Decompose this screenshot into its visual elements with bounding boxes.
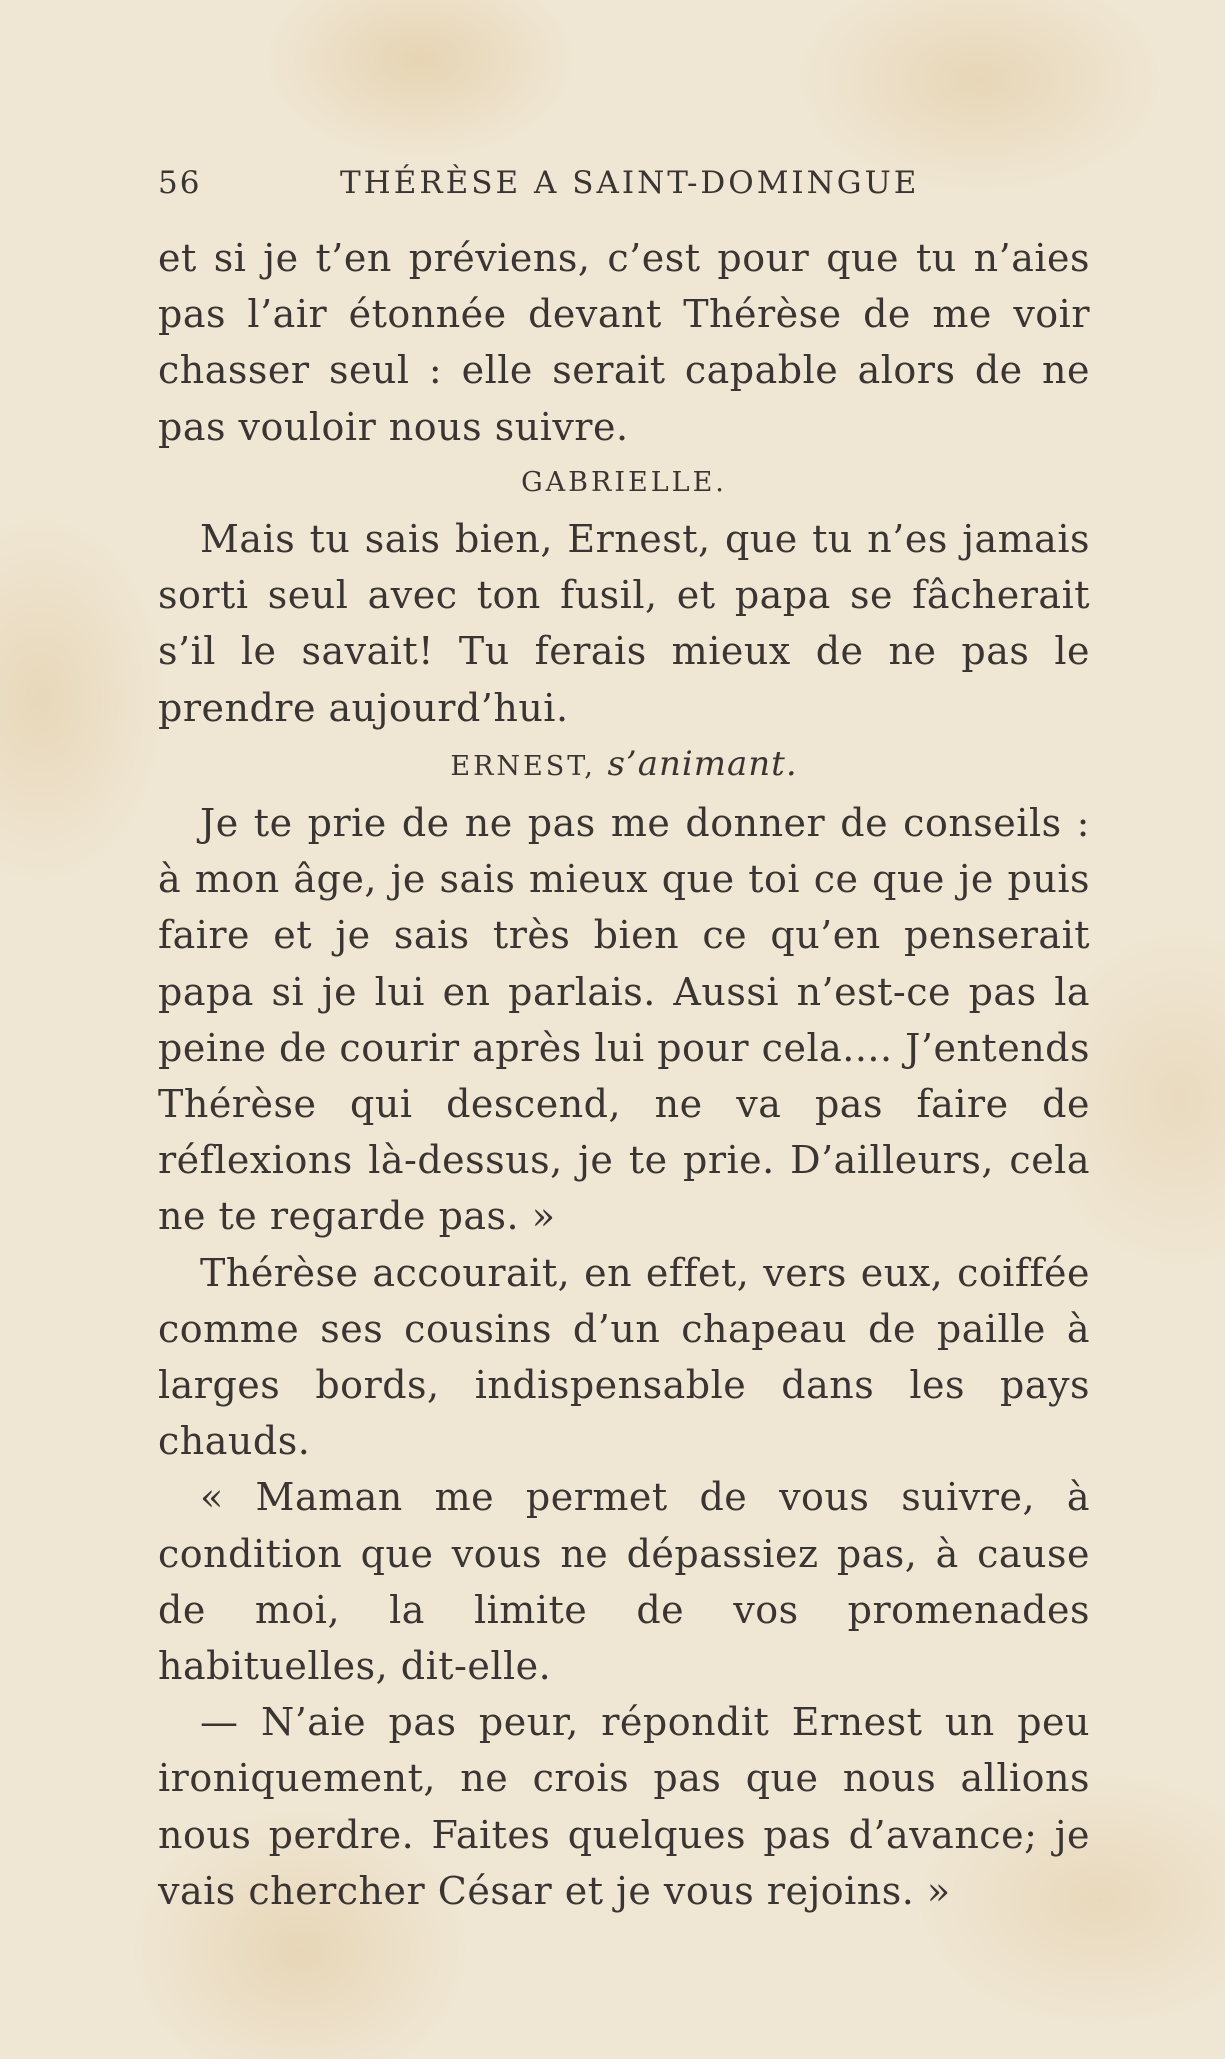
paragraph: Je te prie de ne pas me donner de conseils : à mon âge, je sais mieux que toi ce que je puis faire et je sais très bien ce qu’en penserait papa si je lui en parlais. Aussi n’est-ce pas la peine de courir après lui pour cela.... J’entends Thérèse qui descend, ne va pas faire de réflexions là-dessus, je te prie. D’ailleurs, cela ne te regarde pas. » <box>158 801 1090 1239</box>
speaker-name: ERNEST, <box>450 750 596 782</box>
speaker-name: GABRIELLE. <box>521 466 727 498</box>
text-block <box>158 230 1090 1919</box>
page-number: 56 <box>158 165 202 201</box>
paragraph: Thérèse accourait, en effet, vers eux, coiffée comme ses cousins d’un chapeau de paille à larges bords, indispensable dans les pays chauds. <box>158 1250 1090 1464</box>
paragraph: et si je t’en préviens, c’est pour que tu n’aies pas l’air étonnée devant Thérèse de me voir chasser seul : elle serait capable alors de ne pas vouloir nous suivre. <box>158 236 1090 449</box>
speaker-label <box>158 736 1090 795</box>
speaker-label <box>158 455 1090 511</box>
paragraph: — N’aie pas peur, répondit Ernest un peu ironiquement, ne crois pas que nous allions nous perdre. Faites quelques pas d’avance; je vais chercher César et je vous rejoins. » <box>158 1700 1090 1913</box>
running-title: THÉRÈSE A SAINT-DOMINGUE <box>340 165 920 201</box>
page-header <box>158 165 1098 215</box>
paragraph: « Maman me permet de vous suivre, à condition que vous ne dépassiez pas, à cause de moi, la limite de vos promenades habituelles, dit-elle. <box>158 1475 1090 1689</box>
paragraph: Mais tu sais bien, Ernest, que tu n’es jamais sorti seul avec ton fusil, et papa se fâcherait s’il le savait! Tu ferais mieux de ne pas le prendre aujourd’hui. <box>158 517 1090 730</box>
stage-direction: s’animant. <box>607 743 798 784</box>
